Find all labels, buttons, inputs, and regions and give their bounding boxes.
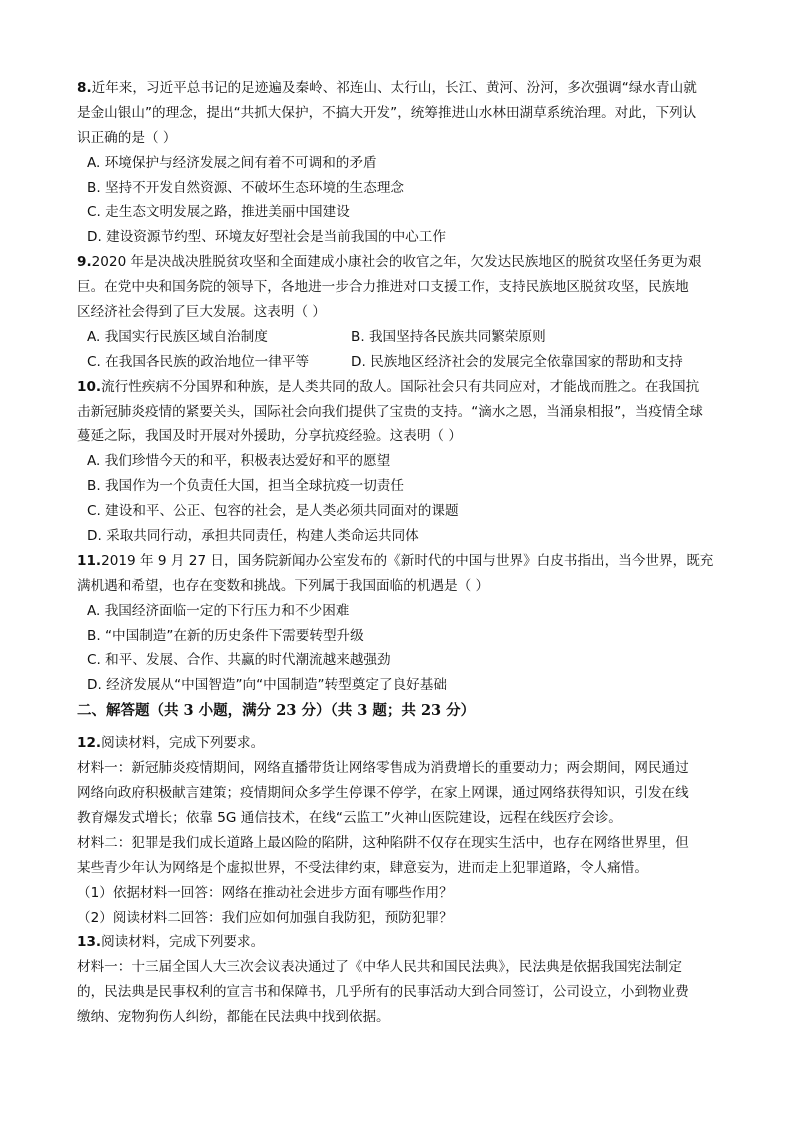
question-number: 11. [77,552,102,569]
question-line [77,980,737,1005]
answer-option-row [77,350,737,375]
question-line [77,549,737,574]
answer-option: D. 建设资源节约型、环境友好型社会是当前我国的中心工作 [87,229,446,246]
question-number: 9. [77,254,92,271]
question-text: 某些青少年认为网络是个虚拟世界，不受法律约束，肆意妄为，进而走上犯罪道路，令人痛惜。 [77,859,648,876]
question-text: （2）阅读材料二回答：我们应如何加强自我防犯，预防犯罪？ [77,909,453,926]
question-text: 缴纳、宠物狗伤人纠纷，都能在民法典中找到依据。 [77,1009,390,1026]
answer-option: C. 在我国各民族的政治地位一律平等 [87,353,310,370]
question-line [77,856,737,881]
question-line [77,930,737,955]
question-text: 教育爆发式增长；依靠 5G 通信技术，在线“云监工”火神山医院建设，远程在线医疗会诊。 [77,809,622,826]
choice-question [77,76,737,250]
choice-question [77,250,737,374]
exam-page [77,76,737,1030]
question-line [77,806,737,831]
question-line [77,781,737,806]
question-text: 流行性疾病不分国界和种族，是人类共同的敌人。国际社会只有共同应对，才能战而胜之。在我国抗 [101,378,700,395]
answer-option: B. 我国作为一个负责任大国，担当全球抗疫一切责任 [87,478,405,495]
choice-question [77,549,737,698]
question-number: 12. [77,735,102,752]
answer-option: B. “中国制造”在新的历史条件下需要转型升级 [87,627,364,644]
question-text: 阅读材料，完成下列要求。 [101,934,265,951]
question-line [77,731,737,756]
question-number: 10. [77,378,102,395]
question-line [77,126,737,151]
question-text: 蔓延之际，我国及时开展对外援助，分享抗疫经验。这表明（ ） [77,428,462,445]
answer-option: B. 我国坚持各民族共同繁荣原则 [351,328,546,345]
question-line [77,375,737,400]
answer-question [77,930,737,1030]
question-text: 材料一：新冠肺炎疫情期间，网络直播带货让网络零售成为消费增长的重要动力；两会期间，网民通过 [77,760,689,777]
question-line [77,76,737,101]
question-line [77,955,737,980]
question-line [77,756,737,781]
question-text: 巨。在党中央和国务院的领导下，各地进一步合力推进对口支援工作，支持民族地区脱贫攻坚，民族地 [77,279,689,296]
answer-option: C. 建设和平、公正、包容的社会，是人类必须共同面对的课题 [87,503,459,520]
question-line [77,831,737,856]
choice-question [77,375,737,549]
question-text: 材料一：十三届全国人大三次会议表决通过了《中华人民共和国民法典》，民法典是依据我国宪法制定 [77,959,682,976]
question-line [77,881,737,906]
question-text: 的，民法典是民事权利的宣言书和保障书，几乎所有的民事活动大到合同签订，公司设立，小到物业费 [77,984,689,1001]
question-text: 满机遇和希望，也存在变数和挑战。下列属于我国面临的机遇是（ ） [77,577,490,594]
question-text: 击新冠肺炎疫情的紧要关头，国际社会向我们提供了宝贵的支持。“滴水之恩，当涌泉相报”，当疫情全球 [77,403,703,420]
answer-option: D. 经济发展从“中国智造”向“中国制造”转型奠定了良好基础 [87,677,447,694]
answer-option: D. 采取共同行动，承担共同责任，构建人类命运共同体 [87,528,419,545]
question-line [77,906,737,931]
question-text: 阅读材料，完成下列要求。 [101,735,265,752]
question-number: 8. [77,80,92,96]
question-line [77,300,737,325]
question-line [77,400,737,425]
question-line [77,424,737,449]
question-line [77,1005,737,1030]
answer-option-row [77,325,737,350]
question-text: 网络向政府积极献言建策；疫情期间众多学生停课不停学，在家上网课，通过网络获得知识，引发在线 [77,785,689,802]
question-text: 材料二：犯罪是我们成长道路上最凶险的陷阱，这种陷阱不仅存在现实生活中，也存在网络世界里，但 [77,834,689,851]
answer-option: A. 我国实行民族区域自治制度 [87,328,268,345]
question-number: 13. [77,934,102,951]
answer-option: A. 我们珍惜今天的和平，积极表达爱好和平的愿望 [87,453,391,470]
question-text: 2020 年是决战决胜脱贫攻坚和全面建成小康社会的收官之年，欠发达民族地区的脱贫攻坚任务更为艰 [91,254,702,271]
question-text: 近年来，习近平总书记的足迹遍及秦岭、祁连山、太行山，长江、黄河、汾河，多次强调“绿水青山就 [91,80,697,96]
answer-option: A. 环境保护与经济发展之间有着不可调和的矛盾 [87,154,377,171]
question-line [77,250,737,275]
answer-option: B. 坚持不开发自然资源、不破坏生态环境的生态理念 [87,179,405,196]
answer-option: C. 和平、发展、合作、共赢的时代潮流越来越强劲 [87,652,391,669]
question-line [77,574,737,599]
answer-option: D. 民族地区经济社会的发展完全依靠国家的帮助和支持 [351,353,683,370]
answer-option: A. 我国经济面临一定的下行压力和不少困难 [87,602,350,619]
question-text: 是金山银山”的理念，提出“共抓大保护，不搞大开发”，统筹推进山水林田湖草系统治理。对此，下列认 [77,104,697,121]
answer-question [77,731,737,930]
section-heading: 二、解答题（共 3 小题，满分 23 分）（共 3 题；共 23 分） [77,702,476,720]
answer-option: C. 走生态文明发展之路，推进美丽中国建设 [87,204,350,221]
question-line [77,275,737,300]
question-text: 2019 年 9 月 27 日，国务院新闻办公室发布的《新时代的中国与世界》白皮书指出，当今世界，既充 [101,552,714,569]
question-line [77,101,737,126]
question-text: 区经济社会得到了巨大发展。这表明（ ） [77,304,327,321]
question-text: 识正确的是（ ） [77,129,177,146]
question-text: （1）依据材料一回答：网络在推动社会进步方面有哪些作用？ [77,884,453,901]
